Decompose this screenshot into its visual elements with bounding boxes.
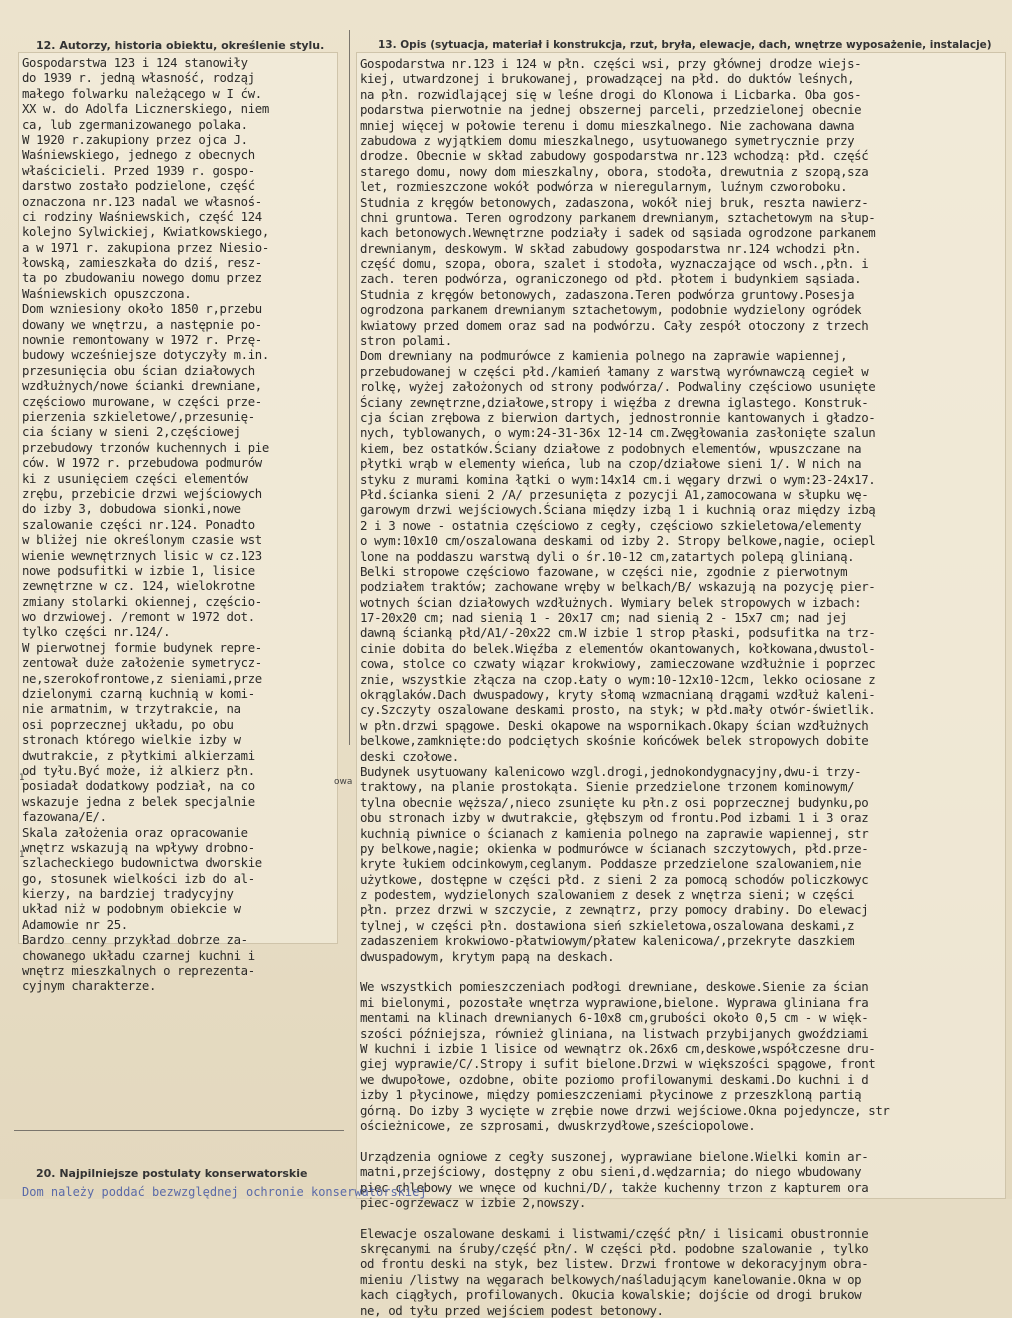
description-text-line: zabudowa z wyjątkiem domu mieszkalnego, usytuowanego symetrycznie przy — [360, 132, 855, 148]
description-text-line: W kuchni i izbie 1 lisice od wewnątrz ok.26x6 cm,deskowe,współczesne dru- — [360, 1041, 876, 1056]
history-text-line: do 1939 r. jedną własność, rodząj — [22, 71, 255, 86]
description-text-line: We wszystkich pomieszczeniach podłogi drewniane, deskowe.Sienie za ścian — [360, 979, 869, 995]
history-text-line: W pierwotnej formie budynek repre- — [22, 640, 262, 655]
description-text-line: ne, od tyłu przed wejściem podest betonowy. — [360, 1302, 664, 1318]
description-text-line: drodze. Obecnie w skład zabudowy gospodarstwa nr.123 wchodzą: płd. część — [360, 148, 869, 164]
description-text-line: płn. przez drzwi w szczycie, z zewnątrz, przy pomocy drabiny. Do elewacj — [360, 902, 869, 918]
history-text-line: w bliżej nie określonym czasie wst — [22, 533, 262, 548]
history-text-line: łowską, zamieszkała do dziś, resz- — [22, 256, 262, 271]
history-text-line: kolejno Sylwickiej, Kwiatkowskiego, — [22, 225, 269, 240]
description-text-line: tylnej, w części płn. dostawiona sień szkieletowa,oszalowana deskami,z — [360, 917, 855, 933]
history-text-column — [22, 56, 269, 995]
description-text-line: starego domu, nowy dom mieszkalny, obora, stodoła, drewutnia z szopą,sza — [360, 163, 869, 179]
description-text-line: Budynek usytuowany kalenicowo wzgl.drogi,jednokondygnacyjny,dwu-i trzy- — [360, 763, 862, 779]
history-text-line: a w 1971 r. zakupiona przez Niesio- — [22, 240, 269, 255]
description-text-line: rolkę, wyżej założonych od strony podwórza/. Podwaliny częściowo usunięte — [360, 379, 876, 395]
history-text-line: cia ściany w sieni 2,częściowej — [22, 425, 241, 440]
history-text-line: nownie remontowany w 1972 r. Przę- — [22, 333, 262, 348]
description-text-line: matni,przejściowy, dostępny z obu sieni,d.wędzarnia; do niego wbudowany — [360, 1164, 862, 1180]
description-text-line: drewnianym, deskowym. W skład zabudowy gospodarstwa nr.124 wchodzi płn. — [360, 240, 862, 256]
history-text-line: ca, lub zgermanizowanego polaka. — [22, 117, 248, 132]
history-text-line: oznaczona nr.123 nadal we własnoś- — [22, 194, 262, 209]
history-text-line: właścicieli. Przed 1939 r. gospo- — [22, 163, 255, 178]
history-text-line: posiadał dodatkowy podział, na co — [22, 779, 255, 794]
history-text-line: Dom wzniesiony około 1850 r,przebu — [22, 302, 262, 317]
history-text-line: częściowo murowane, w części prze- — [22, 394, 262, 409]
history-text-line: ki z usunięciem części elementów — [22, 471, 248, 486]
history-text-line: Bardzo cenny przykład dobrze za- — [22, 933, 248, 948]
history-text-line: go, stosunek wielkości izb do al- — [22, 871, 255, 886]
history-text-line: przebudowy trzonów kuchennych i pie — [22, 440, 269, 455]
history-text-line: nie armatnim, w trzytrakcie, na — [22, 702, 241, 717]
description-text-line: mi bielonymi, pozostałe wnętrza wyprawione,bielone. Wyprawa gliniana fra — [360, 994, 869, 1010]
history-text-line: wienie wewnętrznych lisic w cz.123 — [22, 548, 262, 563]
description-text-line: Płd.ścianka sieni 2 /A/ przesunięta z pozycji A1,zamocowana w słupku wę- — [360, 486, 869, 502]
description-text-line: Elewacje oszalowane deskami i listwami/część płn/ i lisicami obustronnie — [360, 1225, 869, 1241]
description-text-line: kryte łukiem odcinkowym,ceglanym. Poddasze przedzielone szalowaniem,nie — [360, 856, 862, 872]
history-text-line: budowy wcześniejsze dotyczyły m.in. — [22, 348, 269, 363]
description-text-line: piec-ogrzewacz w izbie 2,nowszy. — [360, 1194, 586, 1210]
history-text-line: układ niż w podobnym obiekcie w — [22, 902, 241, 917]
description-text-line: część domu, szopa, obora, szalet i stodoła, wyznaczające od wsch.,płn. i — [360, 256, 869, 272]
description-text-line: 2 i 3 nowe - ostatnia częściowo z cegły, częściowo szkieletowa/elementy — [360, 517, 862, 533]
history-text-line: do izby 3, dobudowa sionki,nowe — [22, 502, 241, 517]
description-text-line: stron polami. — [360, 333, 452, 349]
description-text-line: płytki wrąb w elementy wieńca, lub na czop/działowe sieni 1/. W nich na — [360, 456, 862, 472]
history-text-line: Waśniewskich opuszczona. — [22, 286, 192, 301]
description-text-line: izby 1 płycinowe, między pomieszczeniami płycinowe z przeszkloną partią — [360, 1087, 862, 1103]
section-20-heading: 20. Najpilniejsze postulaty konserwatorskie — [36, 1167, 308, 1180]
margin-mark-1: 1 — [19, 773, 25, 783]
description-text-line: skręcanymi na śruby/część płn/. W części płd. podobne szalowanie , tylko — [360, 1241, 869, 1257]
description-text-line: chni gruntowa. Teren ogrodzony parkanem drewnianym, sztachetowym na słup- — [360, 209, 876, 225]
description-text-line: o wym:10x10 cm/oszalowana deskami od izby 2. Stropy belkowe,nagie, ociepl — [360, 533, 876, 549]
description-text-line: styku z murami komina łątki o wym:14x14 cm.i węgary drzwi o wym:23-24x17. — [360, 471, 876, 487]
description-text-line — [360, 1210, 890, 1225]
history-text-line: ci rodziny Waśniewskich, część 124 — [22, 209, 262, 224]
description-text-line: Studnia z kręgów betonowych, zadaszona.Teren podwórza gruntowy.Posesja — [360, 286, 855, 302]
description-text-line: kiem, bez ostatków.Ściany działowe z podobnych elementów, wpuszczane na — [360, 440, 862, 456]
description-text-line: kach betonowych.Wewnętrzne podziały i sadek od sąsiada ogrodzone parkanem — [360, 225, 876, 241]
history-text-line: od tyłu.Być może, iż alkierz płn. — [22, 763, 255, 778]
description-text-line: zadaszeniem krokwiowo-płatwiowym/płatew kalenicowa/,przekryte daszkiem — [360, 933, 855, 949]
description-text-line: ogrodzona parkanem drewnianym sztachetowym, podobnie wydzielony ogródek — [360, 302, 862, 318]
history-text-line: zmiany stolarki okiennej, częścio- — [22, 594, 262, 609]
description-text-line: we dwupołowe, ozdobne, obite poziomo profilowanymi deskami.Do kuchni i d — [360, 1071, 869, 1087]
description-text-line: giej wyprawie/C/.Stropy i sufit bielone.Drzwi w większości spągowe, front — [360, 1056, 876, 1072]
history-text-line: Adamowie nr 25. — [22, 917, 128, 932]
description-text-line: od frontu deski na styk, bez listew. Drzwi frontowe w dekoracyjnym obra- — [360, 1256, 869, 1272]
description-text-line: cowa, stolce co czwaty wiązar krokwiowy, zamieczowane wzdłużnie i poprzec — [360, 656, 876, 672]
description-text-line: wotnych ścian działowych wzdłużnych. Wymiary belek stropowych w izbach: — [360, 594, 862, 610]
description-text-line — [360, 1133, 890, 1148]
description-text-line: belkowe,zamknięte:do podciętych skośnie końcówek belek stropowych dobite — [360, 733, 869, 749]
description-text-line: użytkowe, dostępne w części płd. z sieni 2 za pomocą schodów policzkowyc — [360, 871, 869, 887]
section-12-heading: 12. Autorzy, historia obiektu, określenie stylu. — [36, 39, 325, 52]
description-text-line: nych, tyblowanych, o wym:24-31-36x 12-14 cm.Zwęgłowania zasłonięte szalun — [360, 425, 876, 441]
history-text-line: nowe podsufitki w izbie 1, lisice — [22, 563, 255, 578]
history-text-line: Gospodarstwa 123 i 124 stanowiły — [22, 56, 248, 70]
history-text-line: szalowanie części nr.124. Ponadto — [22, 517, 255, 532]
description-text-line: w płn.drzwi spągowe. Deski okapowe na wspornikach.Okapy ścian wzdłużnych — [360, 717, 869, 733]
description-text-line: z podestem, wydzielonych szalowaniem z desek z wnętrza sieni; w części — [360, 887, 855, 903]
description-text-line: 17-20x20 cm; nad sienią 1 - 20x17 cm; nad sienią 2 - 15x7 cm; nad jej — [360, 610, 848, 626]
description-text-line: Urządzenia ogniowe z cegły suszonej, wyprawiane bielone.Wielki komin ar- — [360, 1148, 869, 1164]
history-text-line: wskazuje jedna z belek specjalnie — [22, 794, 255, 809]
description-text-line: py belkowe,nagie; okienka w podmurówce w ścianach szczytowych, płd.prze- — [360, 840, 869, 856]
history-text-line: pierzenia szkieletowe/,przesunię- — [22, 409, 255, 424]
description-text-line: szości późniejsza, również gliniana, na listwach przybijanych gwoździami — [360, 1025, 869, 1041]
history-text-line: XX w. do Adolfa Licznerskiego, niem — [22, 102, 269, 117]
bottom-section-rule — [14, 1130, 344, 1131]
description-text-line: ościeżnicowe, ze szprosami, dwuskrzydłowe,sześciopolowe. — [360, 1117, 756, 1133]
handwritten-note-clip — [14, 1185, 427, 1199]
description-text-line: przebudowanej w części płd./kamień łamany z warstwą wyrównawczą cegieł w — [360, 363, 869, 379]
description-text-line: Ściany zewnętrzne,działowe,stropy i więźba z drewna iglastego. Konstruk- — [360, 394, 869, 410]
history-text-line: chowanego układu czarnej kuchni i — [22, 948, 255, 963]
description-text-line: kwiatowy przed domem oraz sad na podwórzu. Cały zespół otoczony z trzech — [360, 317, 869, 333]
description-text-line: mieniu /listwy na węgarach belkowych/naśladującym kanelowanie.Okna w op — [360, 1271, 862, 1287]
description-text-line: kiej, utwardzonej i brukowanej, prowadzącej na płd. do duktów leśnych, — [360, 71, 855, 87]
description-text-line: górną. Do izby 3 wycięte w zrębie nowe drzwi wejściowe.Okna pojedyncze, str — [360, 1102, 890, 1118]
margin-mark-2: owa — [334, 777, 353, 787]
column-divider — [349, 30, 350, 745]
history-text-line: ców. W 1972 r. przebudowa podmurów — [22, 456, 262, 471]
history-text-line: Waśniewskiego, jednego z obecnych — [22, 148, 255, 163]
history-text-line: zentował duże założenie symetrycz- — [22, 656, 262, 671]
description-text-line: tylna obecnie węższa/,nieco zsunięte ku płn.z osi poprzecznej budynku,po — [360, 794, 869, 810]
description-text-line: cinie dobita do belek.Więźba z elementów okantowanych, kołkowana,dwustol- — [360, 640, 876, 656]
description-text-line: Dom drewniany na podmurówce z kamienia polnego na zaprawie wapiennej, — [360, 348, 848, 364]
description-text-line: mniej więcej w połowie terenu i domu mieszkalnego. Nie zachowana dawna — [360, 117, 855, 133]
section-13-heading: 13. Opis (sytuacja, materiał i konstrukcja, rzut, bryła, elewacje, dach, wnętrze wyposażenie, instalacje) — [378, 39, 992, 51]
history-text-line: wo drzwiowej. /remont w 1972 dot. — [22, 610, 255, 625]
history-text-line: stronach którego wielkie izby w — [22, 733, 241, 748]
history-text-line: dowany we wnętrzu, a następnie po- — [22, 317, 262, 332]
description-text-line: traktowy, na planie prostokąta. Sienie przedzielone trzonem kominowym/ — [360, 779, 855, 795]
history-text-line: darstwo zostało podzielone, część — [22, 179, 255, 194]
description-text-line: Studnia z kręgów betonowych, zadaszona, wokół niej bruk, reszta nawierz- — [360, 194, 869, 210]
description-text-line: okrąglaków.Dach dwuspadowy, kryty słomą wzmacnianą drągami wzdłuż kaleni- — [360, 687, 876, 703]
description-text-line: lone na poddaszu warstwą dyli o śr.10-12 cm,zatartych polepą glinianą. — [360, 548, 855, 564]
history-text-line: dwutrakcie, z płytkimi alkierzami — [22, 748, 255, 763]
margin-mark-3: 1 — [19, 850, 25, 860]
history-text-line: W 1920 r.zakupiony przez ojca J. — [22, 132, 248, 147]
description-text-line: mentami na klinach drewnianych 6-10x8 cm,grubości około 0,5 cm - w więk- — [360, 1010, 869, 1026]
history-text-line: kierzy, na bardziej tradycyjny — [22, 887, 234, 902]
history-text-line: osi poprzecznej układu, po obu — [22, 717, 234, 732]
history-text-line: małego folwarku należącego w I ćw. — [22, 86, 262, 101]
history-text-line: tylko części nr.124/. — [22, 625, 171, 640]
description-text-line: podziałem traktów; zachowane wręby w belkach/B/ wskazują na pozycję pier- — [360, 579, 876, 595]
history-text-line: Skala założenia oraz opracowanie — [22, 825, 248, 840]
description-text-line: dawną ścianką płd/A1/-20x22 cm.W izbie 1 strop płaski, podsufitka na trz- — [360, 625, 876, 641]
history-text-line: zewnętrzne w cz. 124, wielokrotne — [22, 579, 255, 594]
description-text-line: obu stronach izby w dwutrakcie, głębszym od frontu.Pod izbami 1 i 3 oraz — [360, 810, 869, 826]
description-text-line: cy.Szczyty oszalowane deskami prosto, na styk; w płd.mały otwór-świetlik. — [360, 702, 876, 718]
description-text-line: zach. teren podwórza, ograniczonego od płd. płotem i budynkiem sąsiada. — [360, 271, 862, 287]
handwritten-note: Dom należy poddać bezwzględnej ochronie konserwatorskiej — [22, 1185, 427, 1199]
description-text-line: Gospodarstwa nr.123 i 124 w płn. części wsi, przy głównej drodze wiejs- — [360, 56, 862, 71]
description-text-column — [360, 56, 890, 1318]
history-text-line: szlacheckiego budownictwa dworskie — [22, 856, 262, 871]
history-text-line: ta po zbudowaniu nowego domu przez — [22, 271, 262, 286]
history-text-line: przesunięcia obu ścian działowych — [22, 363, 255, 378]
description-text-line: na płn. rozwidlającej się w leśne drogi do Klonowa i Licbarka. Oba gos- — [360, 86, 862, 102]
history-text-line: zrębu, przebicie drzwi wejściowych — [22, 486, 262, 501]
description-text-line: garowym drzwi wejściowych.Ściana między izbą 1 i kuchnią oraz między izbą — [360, 502, 876, 518]
history-text-line: cyjnym charakterze. — [22, 979, 157, 994]
description-text-line: cja ścian zrębowa z bierwion dartych, jednostronnie kantowanych i gładzo- — [360, 409, 876, 425]
description-text-line: podarstwa pierwotnie na jednej obszernej parceli, przedzielonej obecnie — [360, 102, 862, 118]
description-text-line: Belki stropowe częściowo fazowane, w części nie, zgodnie z pierwotnym — [360, 563, 848, 579]
description-text-line: kuchnią piwnice o ścianach z kamienia polnego na zaprawie wapiennej, str — [360, 825, 869, 841]
history-text-line: ne,szerokofrontowe,z sieniami,prze — [22, 671, 262, 686]
history-text-line: wzdłużnych/nowe ścianki drewniane, — [22, 379, 262, 394]
history-text-line: fazowana/E/. — [22, 810, 107, 825]
description-text-line: piec chlebowy we wnęce od kuchni/D/, także kuchenny trzon z kapturem ora — [360, 1179, 869, 1195]
history-text-line: dzielonymi czarną kuchnią w komi- — [22, 687, 255, 702]
description-text-line: dwuspadowym, krytym papą na deskach. — [360, 948, 615, 964]
history-text-line: wnętrz wskazują na wpływy drobno- — [22, 840, 255, 855]
history-text-line: wnętrz mieszkalnych o reprezenta- — [22, 964, 255, 979]
description-text-line — [360, 964, 890, 979]
description-text-line: let, rozmieszczone wokół podwórza w nieregularnym, luźnym czworoboku. — [360, 179, 848, 195]
description-text-line: znie, wszystkie złącza na czop.Łaty o wym:10-12x10-12cm, lekko ociosane z — [360, 671, 876, 687]
description-text-line: kach ciągłych, profilowanych. Okucia kowalskie; dojście od drogi brukow — [360, 1287, 862, 1303]
description-text-line: deski czołowe. — [360, 748, 459, 764]
